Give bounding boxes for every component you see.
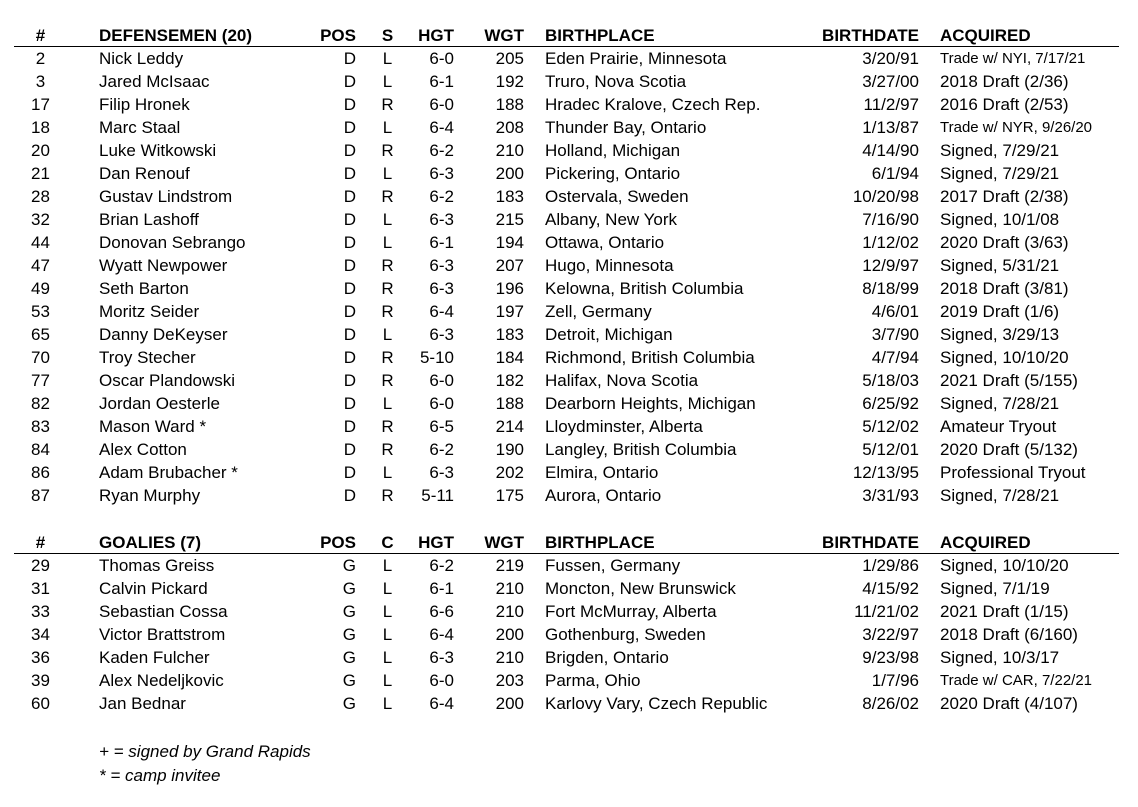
- player-position: D: [343, 417, 356, 436]
- player-birthplace: Detroit, Michigan: [545, 325, 673, 344]
- player-number: 21: [31, 164, 50, 183]
- player-acquired: 2016 Draft (2/53): [940, 95, 1069, 114]
- player-number: 17: [31, 95, 50, 114]
- player-name: Wyatt Newpower: [99, 256, 228, 275]
- table-row: [14, 208, 1119, 231]
- player-name: Marc Staal: [99, 118, 181, 137]
- player-weight: 184: [495, 348, 524, 367]
- player-acquired: Signed, 10/10/20: [940, 556, 1069, 575]
- table-row: [14, 254, 1119, 277]
- player-weight: 205: [495, 49, 524, 68]
- player-name: Thomas Greiss: [99, 556, 215, 575]
- player-number: 44: [31, 233, 50, 252]
- player-birthplace: Albany, New York: [545, 210, 677, 229]
- player-birthdate: 1/29/86: [862, 556, 919, 575]
- player-position: G: [342, 602, 356, 621]
- player-position: G: [342, 694, 356, 713]
- player-birthplace: Lloydminster, Alberta: [545, 417, 703, 436]
- player-birthdate: 1/12/02: [862, 233, 919, 252]
- player-weight: 190: [495, 440, 524, 459]
- player-birthdate: 1/13/87: [862, 118, 919, 137]
- player-acquired: 2020 Draft (3/63): [940, 233, 1069, 252]
- player-weight: 200: [495, 164, 524, 183]
- player-height: 6-2: [429, 440, 454, 459]
- table-row: [14, 277, 1119, 300]
- table-row: [14, 346, 1119, 369]
- player-height: 5-11: [421, 486, 454, 505]
- player-shoots: L: [382, 118, 393, 137]
- player-birthplace: Langley, British Columbia: [545, 440, 737, 459]
- player-shoots: R: [381, 486, 394, 505]
- player-birthplace: Karlovy Vary, Czech Republic: [545, 694, 768, 713]
- player-birthdate: 3/31/93: [862, 486, 919, 505]
- player-acquired: 2018 Draft (3/81): [940, 279, 1069, 298]
- header-height: HGT: [418, 533, 454, 552]
- player-number: 28: [31, 187, 50, 206]
- player-position: D: [343, 49, 356, 68]
- player-birthplace: Fort McMurray, Alberta: [545, 602, 717, 621]
- player-birthplace: Brigden, Ontario: [545, 648, 669, 667]
- player-birthdate: 3/20/91: [862, 49, 919, 68]
- player-weight: 210: [495, 579, 524, 598]
- player-birthdate: 7/16/90: [862, 210, 919, 229]
- player-birthplace: Dearborn Heights, Michigan: [545, 394, 756, 413]
- table-row: [14, 116, 1119, 139]
- player-name: Mason Ward *: [99, 417, 207, 436]
- player-name: Donovan Sebrango: [99, 233, 246, 252]
- player-height: 6-4: [429, 694, 454, 713]
- player-position: D: [343, 486, 356, 505]
- player-shoots: R: [381, 417, 394, 436]
- player-weight: 175: [495, 486, 524, 505]
- player-position: D: [343, 141, 356, 160]
- player-shoots: R: [381, 371, 394, 390]
- player-number: 39: [31, 671, 50, 690]
- player-acquired: 2018 Draft (6/160): [940, 625, 1078, 644]
- player-height: 6-4: [429, 302, 454, 321]
- player-height: 6-3: [429, 325, 454, 344]
- player-weight: 215: [495, 210, 524, 229]
- player-acquired: Signed, 10/3/17: [940, 648, 1060, 667]
- player-acquired: Signed, 7/29/21: [940, 141, 1060, 160]
- player-name: Jan Bednar: [99, 694, 186, 713]
- player-position: D: [343, 302, 356, 321]
- player-number: 53: [31, 302, 50, 321]
- player-shoots: R: [381, 95, 394, 114]
- player-weight: 200: [495, 625, 524, 644]
- player-position: D: [343, 256, 356, 275]
- table-row: [14, 139, 1119, 162]
- player-birthplace: Hradec Kralove, Czech Rep.: [545, 95, 761, 114]
- player-birthplace: Halifax, Nova Scotia: [545, 371, 699, 390]
- player-position: D: [343, 233, 356, 252]
- player-birthplace: Kelowna, British Columbia: [545, 279, 744, 298]
- player-name: Danny DeKeyser: [99, 325, 228, 344]
- player-number: 83: [31, 417, 50, 436]
- player-acquired: 2021 Draft (1/15): [940, 602, 1069, 621]
- player-name: Troy Stecher: [99, 348, 196, 367]
- player-birthplace: Eden Prairie, Minnesota: [545, 49, 727, 68]
- player-shoots: R: [381, 348, 394, 367]
- player-birthplace: Holland, Michigan: [545, 141, 681, 160]
- player-number: 18: [31, 118, 50, 137]
- table-row: [14, 623, 1119, 646]
- player-position: D: [343, 279, 356, 298]
- player-birthplace: Gothenburg, Sweden: [545, 625, 706, 644]
- player-birthplace: Moncton, New Brunswick: [545, 579, 736, 598]
- player-birthplace: Thunder Bay, Ontario: [545, 118, 707, 137]
- player-position: D: [343, 463, 356, 482]
- player-number: 47: [31, 256, 50, 275]
- player-weight: 188: [495, 394, 524, 413]
- player-height: 6-1: [429, 72, 454, 91]
- player-acquired: Trade w/ NYR, 9/26/20: [940, 119, 1093, 136]
- table-row: [14, 369, 1119, 392]
- legend-invitee-note: * = camp invitee: [99, 766, 221, 785]
- player-shoots: L: [382, 671, 393, 690]
- player-birthdate: 12/13/95: [852, 463, 919, 482]
- player-number: 60: [31, 694, 50, 713]
- player-birthdate: 5/12/02: [862, 417, 919, 436]
- player-birthplace: Richmond, British Columbia: [545, 348, 755, 367]
- player-name: Oscar Plandowski: [99, 371, 236, 390]
- player-number: 84: [31, 440, 50, 459]
- player-height: 6-0: [429, 49, 454, 68]
- player-weight: 207: [495, 256, 524, 275]
- player-shoots: L: [382, 602, 393, 621]
- player-name: Victor Brattstrom: [99, 625, 226, 644]
- player-height: 6-3: [429, 463, 454, 482]
- player-number: 29: [31, 556, 50, 575]
- player-weight: 219: [495, 556, 524, 575]
- player-number: 20: [31, 141, 50, 160]
- player-shoots: L: [382, 325, 393, 344]
- player-weight: 208: [495, 118, 524, 137]
- player-birthdate: 4/7/94: [871, 348, 919, 367]
- player-number: 70: [31, 348, 50, 367]
- player-height: 6-0: [429, 671, 454, 690]
- header-catches: C: [381, 533, 394, 552]
- player-acquired: Signed, 7/28/21: [940, 486, 1060, 505]
- header-weight: WGT: [484, 26, 524, 45]
- table-row: [14, 185, 1119, 208]
- header-position: POS: [320, 533, 356, 552]
- player-shoots: R: [381, 187, 394, 206]
- player-name: Jared McIsaac: [99, 72, 210, 91]
- player-name: Kaden Fulcher: [99, 648, 210, 667]
- player-acquired: 2019 Draft (1/6): [940, 302, 1060, 321]
- table-row: [14, 646, 1119, 669]
- player-position: G: [342, 556, 356, 575]
- player-position: D: [343, 325, 356, 344]
- player-name: Moritz Seider: [99, 302, 200, 321]
- player-position: D: [343, 118, 356, 137]
- player-acquired: Trade w/ CAR, 7/22/21: [940, 672, 1093, 689]
- player-height: 6-3: [429, 164, 454, 183]
- player-acquired: 2018 Draft (2/36): [940, 72, 1069, 91]
- table-row: [14, 162, 1119, 185]
- player-height: 6-6: [429, 602, 454, 621]
- player-position: D: [343, 440, 356, 459]
- player-shoots: L: [382, 72, 393, 91]
- player-acquired: Signed, 10/10/20: [940, 348, 1069, 367]
- player-weight: 210: [495, 602, 524, 621]
- table-row: [14, 93, 1119, 116]
- player-weight: 182: [495, 371, 524, 390]
- defensemen-header-row: [14, 24, 1119, 47]
- player-acquired: Amateur Tryout: [940, 417, 1057, 436]
- player-birthdate: 5/18/03: [862, 371, 919, 390]
- table-row: [14, 70, 1119, 93]
- table-row: [14, 415, 1119, 438]
- header-number: #: [35, 26, 46, 45]
- table-row: [14, 323, 1119, 346]
- player-height: 6-3: [429, 279, 454, 298]
- player-position: D: [343, 187, 356, 206]
- player-acquired: 2021 Draft (5/155): [940, 371, 1078, 390]
- header-weight: WGT: [484, 533, 524, 552]
- player-number: 87: [31, 486, 50, 505]
- player-shoots: L: [382, 694, 393, 713]
- player-shoots: L: [382, 210, 393, 229]
- table-row: [14, 438, 1119, 461]
- player-weight: 196: [495, 279, 524, 298]
- table-row: [14, 669, 1119, 692]
- player-shoots: R: [381, 141, 394, 160]
- goalies-rows: [14, 554, 1119, 715]
- header-shoots: S: [381, 26, 394, 45]
- header-birthplace: BIRTHPLACE: [545, 533, 655, 552]
- header-name: GOALIES (7): [99, 533, 202, 552]
- player-shoots: R: [381, 279, 394, 298]
- player-birthplace: Truro, Nova Scotia: [545, 72, 687, 91]
- player-height: 6-1: [429, 233, 454, 252]
- player-height: 6-2: [429, 141, 454, 160]
- player-acquired: Signed, 7/29/21: [940, 164, 1060, 183]
- player-name: Luke Witkowski: [99, 141, 217, 160]
- player-shoots: L: [382, 164, 393, 183]
- player-height: 6-0: [429, 95, 454, 114]
- player-name: Nick Leddy: [99, 49, 184, 68]
- player-shoots: L: [382, 648, 393, 667]
- player-number: 36: [31, 648, 50, 667]
- player-birthplace: Pickering, Ontario: [545, 164, 681, 183]
- player-acquired: 2020 Draft (5/132): [940, 440, 1078, 459]
- player-name: Alex Nedeljkovic: [99, 671, 224, 690]
- player-birthdate: 3/22/97: [862, 625, 919, 644]
- player-name: Ryan Murphy: [99, 486, 201, 505]
- player-height: 6-2: [429, 556, 454, 575]
- player-number: 77: [31, 371, 50, 390]
- player-number: 86: [31, 463, 50, 482]
- player-acquired: Signed, 7/28/21: [940, 394, 1060, 413]
- table-row: [14, 231, 1119, 254]
- player-number: 65: [31, 325, 50, 344]
- player-birthplace: Ottawa, Ontario: [545, 233, 665, 252]
- player-name: Dan Renouf: [99, 164, 190, 183]
- player-birthplace: Fussen, Germany: [545, 556, 681, 575]
- player-weight: 214: [495, 417, 524, 436]
- player-shoots: R: [381, 440, 394, 459]
- table-row: [14, 484, 1119, 507]
- player-weight: 192: [495, 72, 524, 91]
- player-shoots: L: [382, 625, 393, 644]
- player-position: D: [343, 348, 356, 367]
- player-birthdate: 6/25/92: [862, 394, 919, 413]
- player-weight: 194: [495, 233, 524, 252]
- player-birthdate: 9/23/98: [862, 648, 919, 667]
- defensemen-rows: [14, 47, 1119, 507]
- player-name: Sebastian Cossa: [99, 602, 228, 621]
- table-row: [14, 300, 1119, 323]
- player-acquired: 2020 Draft (4/107): [940, 694, 1078, 713]
- player-number: 3: [35, 72, 46, 91]
- player-birthdate: 8/18/99: [862, 279, 919, 298]
- player-acquired: Signed, 3/29/13: [940, 325, 1060, 344]
- player-height: 6-2: [429, 187, 454, 206]
- player-height: 6-5: [429, 417, 454, 436]
- player-number: 2: [35, 49, 46, 68]
- header-birthdate: BIRTHDATE: [822, 533, 919, 552]
- player-acquired: Signed, 5/31/21: [940, 256, 1060, 275]
- player-weight: 202: [495, 463, 524, 482]
- player-birthplace: Parma, Ohio: [545, 671, 641, 690]
- player-position: D: [343, 95, 356, 114]
- player-name: Calvin Pickard: [99, 579, 208, 598]
- player-birthplace: Ostervala, Sweden: [545, 187, 689, 206]
- player-birthdate: 11/21/02: [854, 602, 919, 621]
- table-row: [14, 554, 1119, 577]
- player-name: Brian Lashoff: [99, 210, 199, 229]
- player-name: Alex Cotton: [99, 440, 187, 459]
- header-height: HGT: [418, 26, 454, 45]
- player-position: G: [342, 625, 356, 644]
- header-number: #: [35, 533, 46, 552]
- player-birthdate: 10/20/98: [852, 187, 919, 206]
- player-weight: 197: [495, 302, 524, 321]
- player-weight: 200: [495, 694, 524, 713]
- player-weight: 183: [495, 187, 524, 206]
- player-birthdate: 12/9/97: [862, 256, 919, 275]
- player-birthdate: 8/26/02: [862, 694, 919, 713]
- player-acquired: Signed, 7/1/19: [940, 579, 1050, 598]
- player-position: D: [343, 210, 356, 229]
- legend-signed-note: + = signed by Grand Rapids: [99, 742, 311, 761]
- player-birthdate: 4/14/90: [862, 141, 919, 160]
- player-birthdate: 4/15/92: [862, 579, 919, 598]
- player-number: 32: [31, 210, 50, 229]
- header-birthplace: BIRTHPLACE: [545, 26, 655, 45]
- player-number: 33: [31, 602, 50, 621]
- player-number: 34: [31, 625, 50, 644]
- player-birthdate: 5/12/01: [862, 440, 919, 459]
- player-weight: 188: [495, 95, 524, 114]
- player-birthdate: 6/1/94: [871, 164, 919, 183]
- player-shoots: L: [382, 233, 393, 252]
- header-position: POS: [320, 26, 356, 45]
- player-position: G: [342, 671, 356, 690]
- player-number: 82: [31, 394, 50, 413]
- player-name: Jordan Oesterle: [99, 394, 220, 413]
- player-birthdate: 4/6/01: [871, 302, 919, 321]
- table-row: [14, 692, 1119, 715]
- player-weight: 210: [495, 141, 524, 160]
- player-name: Filip Hronek: [99, 95, 190, 114]
- player-birthdate: 3/7/90: [871, 325, 919, 344]
- player-number: 31: [31, 579, 50, 598]
- header-birthdate: BIRTHDATE: [822, 26, 919, 45]
- player-birthplace: Elmira, Ontario: [545, 463, 659, 482]
- player-weight: 210: [495, 648, 524, 667]
- player-shoots: L: [382, 579, 393, 598]
- goalies-section: [14, 531, 1119, 715]
- player-position: G: [342, 648, 356, 667]
- header-name: DEFENSEMEN (20): [99, 26, 253, 45]
- player-weight: 203: [495, 671, 524, 690]
- player-name: Seth Barton: [99, 279, 189, 298]
- table-row: [14, 461, 1119, 484]
- player-shoots: R: [381, 256, 394, 275]
- player-acquired: Signed, 10/1/08: [940, 210, 1060, 229]
- player-birthplace: Zell, Germany: [545, 302, 652, 321]
- player-acquired: Trade w/ NYI, 7/17/21: [940, 50, 1086, 67]
- player-acquired: 2017 Draft (2/38): [940, 187, 1069, 206]
- player-position: D: [343, 371, 356, 390]
- player-birthplace: Aurora, Ontario: [545, 486, 662, 505]
- player-shoots: L: [382, 394, 393, 413]
- table-row: [14, 577, 1119, 600]
- player-birthdate: 11/2/97: [863, 95, 919, 114]
- player-height: 6-3: [429, 256, 454, 275]
- player-shoots: L: [382, 49, 393, 68]
- table-row: [14, 47, 1119, 70]
- player-height: 6-3: [429, 210, 454, 229]
- player-height: 6-0: [429, 394, 454, 413]
- player-position: D: [343, 72, 356, 91]
- player-name: Adam Brubacher *: [99, 463, 238, 482]
- player-shoots: L: [382, 556, 393, 575]
- player-acquired: Professional Tryout: [940, 463, 1086, 482]
- player-position: G: [342, 579, 356, 598]
- player-position: D: [343, 164, 356, 183]
- player-shoots: R: [381, 302, 394, 321]
- player-height: 6-3: [429, 648, 454, 667]
- player-position: D: [343, 394, 356, 413]
- player-shoots: L: [382, 463, 393, 482]
- player-weight: 183: [495, 325, 524, 344]
- table-row: [14, 392, 1119, 415]
- player-height: 5-10: [419, 348, 454, 367]
- player-height: 6-4: [429, 625, 454, 644]
- header-acquired: ACQUIRED: [940, 533, 1031, 552]
- legend: [99, 740, 311, 788]
- player-height: 6-0: [429, 371, 454, 390]
- player-number: 49: [31, 279, 50, 298]
- player-birthdate: 1/7/96: [871, 671, 919, 690]
- player-height: 6-4: [429, 118, 454, 137]
- player-birthdate: 3/27/00: [862, 72, 919, 91]
- goalies-header-row: [14, 531, 1119, 554]
- header-acquired: ACQUIRED: [940, 26, 1031, 45]
- player-name: Gustav Lindstrom: [99, 187, 233, 206]
- defensemen-section: [14, 24, 1119, 507]
- player-birthplace: Hugo, Minnesota: [545, 256, 674, 275]
- player-height: 6-1: [429, 579, 454, 598]
- table-row: [14, 600, 1119, 623]
